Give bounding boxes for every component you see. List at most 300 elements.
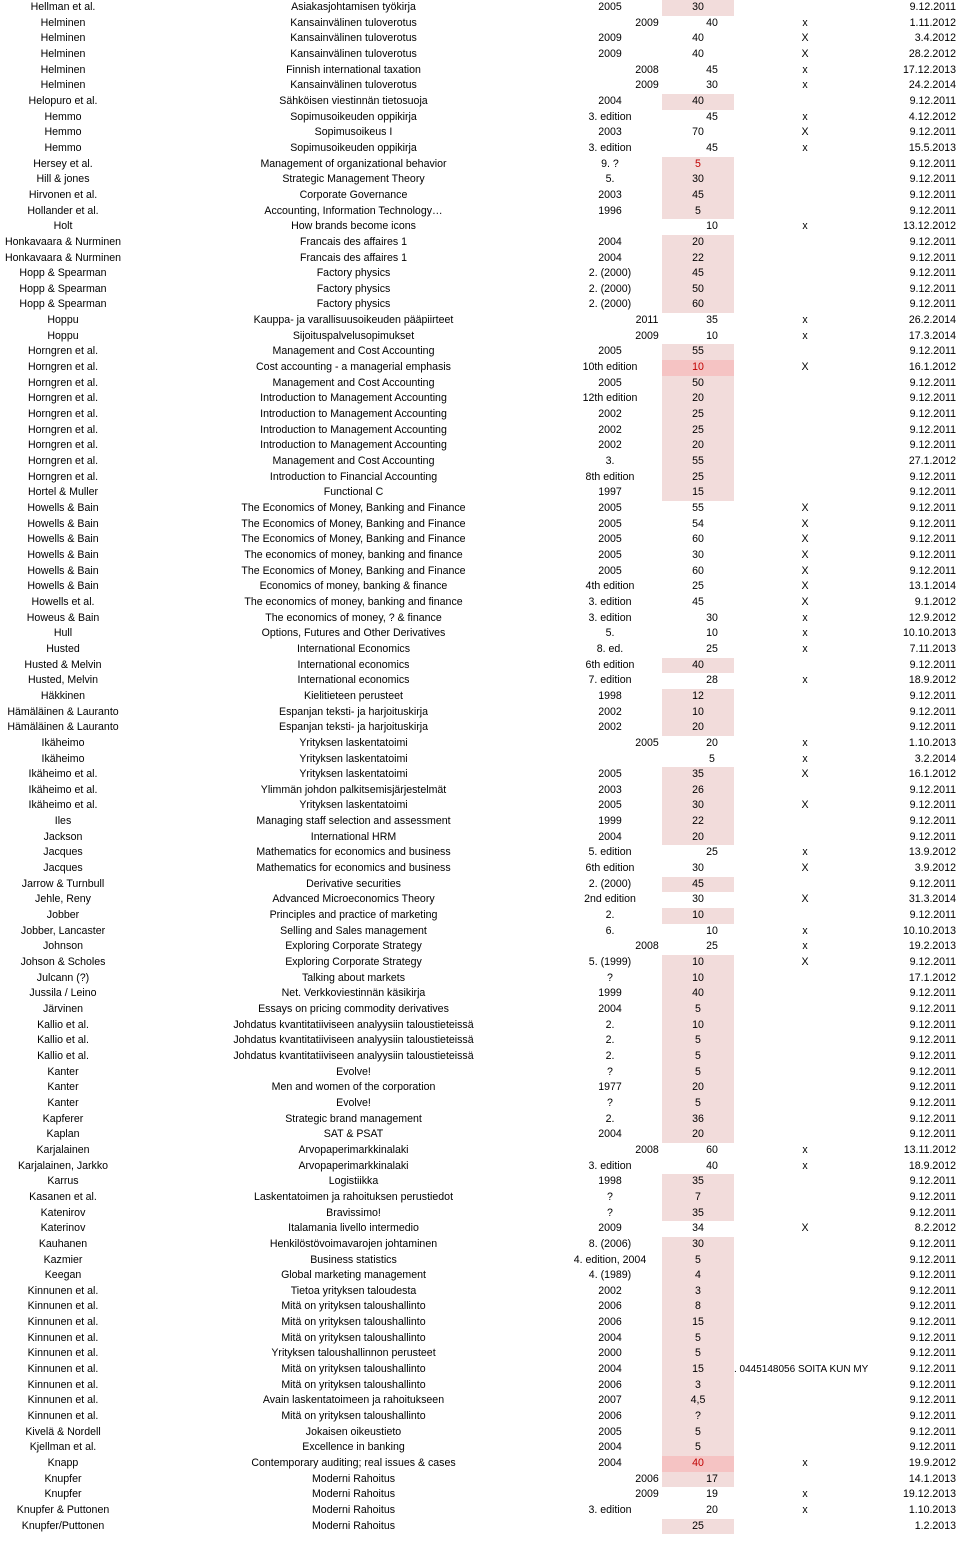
quantity-cell: 10 — [706, 924, 718, 937]
title-cell: Johdatus kvantitatiiviseen analyysiin taloustieteissä — [233, 1049, 474, 1062]
title-cell: Arvopaperimarkkinalaki — [298, 1159, 409, 1172]
title-cell: Asiakasjohtamisen työkirja — [291, 1, 416, 13]
date-cell: 9.12.2011 — [909, 1441, 956, 1454]
edition-cell: 3. edition — [588, 1504, 632, 1516]
author-cell: Hortel & Muller — [27, 486, 99, 499]
date-cell: 9.12.2011 — [909, 157, 956, 170]
edition-cell: 6. — [605, 924, 615, 937]
table-row — [0, 626, 960, 642]
table-row — [0, 1346, 960, 1362]
date-cell: 18.9.2012 — [908, 674, 956, 687]
table-row — [0, 1315, 960, 1331]
author-cell: Howells & Bain — [27, 533, 99, 546]
title-cell: Accounting, Information Technology… — [264, 204, 443, 217]
edition-cell: 2002 — [598, 408, 622, 421]
edition-cell: 3. edition — [588, 611, 632, 624]
mark-cell — [770, 1002, 840, 1018]
mark-cell: X — [801, 862, 809, 875]
mark-cell — [770, 1080, 840, 1096]
quantity-cell: 20 — [692, 830, 704, 843]
edition-cell: 1997 — [598, 486, 622, 499]
table-row — [0, 1393, 960, 1409]
title-cell: Sopimusoikeuden oppikirja — [290, 110, 417, 123]
mark-cell: x — [802, 1504, 808, 1516]
table-row — [0, 63, 960, 79]
date-cell: 13.11.2012 — [903, 1143, 956, 1156]
edition-cell: 2. — [605, 909, 615, 922]
title-cell: Johdatus kvantitatiiviseen analyysiin taloustieteissä — [233, 1018, 474, 1031]
mark-cell — [770, 1519, 840, 1535]
date-cell: 9.12.2011 — [909, 298, 956, 311]
title-cell: Management and Cost Accounting — [272, 345, 435, 358]
mark-cell: X — [801, 1222, 809, 1235]
table-row — [0, 391, 960, 407]
edition-cell: 2004 — [598, 251, 622, 264]
mark-cell: x — [802, 16, 808, 29]
title-cell: Yrityksen laskentatoimi — [299, 768, 408, 781]
table-row — [0, 266, 960, 282]
quantity-cell: 10 — [692, 971, 704, 984]
author-cell: Horngren et al. — [27, 361, 99, 374]
title-cell: Net. Verkkoviestinnän käsikirja — [281, 987, 426, 1000]
date-cell: 9.12.2011 — [909, 502, 956, 514]
mark-cell — [770, 407, 840, 423]
table-row — [0, 31, 960, 47]
quantity-cell: 10 — [692, 909, 704, 922]
mark-cell — [770, 877, 840, 893]
title-cell: The Economics of Money, Banking and Finance — [241, 533, 466, 546]
table-row — [0, 1472, 960, 1488]
quantity-cell: 12 — [692, 689, 704, 702]
mark-cell — [770, 454, 840, 470]
title-cell: Corporate Governance — [299, 188, 408, 201]
mark-cell — [770, 470, 840, 486]
title-cell: Derivative securities — [306, 877, 401, 890]
author-cell: Howells & Bain — [27, 548, 99, 561]
author-cell: Jacques — [43, 862, 83, 875]
author-cell: Kanter — [47, 1081, 79, 1094]
author-cell: Horngren et al. — [27, 408, 99, 421]
edition-cell: 3. edition — [588, 595, 632, 608]
table-row — [0, 939, 960, 955]
quantity-cell: 25 — [692, 1519, 704, 1532]
title-cell: Espanjan teksti- ja harjoituskirja — [279, 705, 428, 718]
table-row — [0, 595, 960, 611]
table-row — [0, 360, 960, 376]
date-cell: 9.12.2011 — [909, 204, 956, 217]
date-cell: 9.12.2011 — [909, 1096, 956, 1109]
date-cell: 14.1.2013 — [908, 1472, 956, 1485]
table-row — [0, 1378, 960, 1394]
date-cell: 9.12.2011 — [909, 439, 956, 452]
table-row — [0, 1237, 960, 1253]
author-cell: Hämäläinen & Lauranto — [7, 721, 119, 734]
edition-cell: ? — [607, 1206, 613, 1219]
title-cell: Ylimmän johdon palkitsemisjärjestelmät — [260, 783, 447, 796]
quantity-cell: 50 — [692, 282, 704, 295]
table-row — [0, 1331, 960, 1347]
title-cell: Selling and Sales management — [280, 924, 427, 937]
author-cell: Husted & Melvin — [24, 658, 102, 671]
author-cell: Hemmo — [44, 141, 82, 154]
author-cell: Kallio et al. — [37, 1018, 89, 1031]
quantity-cell: 30 — [706, 79, 718, 92]
date-cell: 9.12.2011 — [909, 658, 956, 671]
table-row — [0, 125, 960, 141]
date-cell: 4.12.2012 — [908, 110, 956, 123]
title-cell: Mitä on yrityksen taloushallinto — [281, 1316, 426, 1329]
quantity-cell: 5 — [695, 204, 701, 217]
edition-cell: 2. (2000) — [588, 282, 632, 295]
table-row — [0, 1018, 960, 1034]
author-cell: Kinnunen et al. — [27, 1378, 99, 1391]
date-cell: 9.12.2011 — [909, 721, 956, 734]
edition-cell: 2005 — [598, 1425, 622, 1438]
date-cell: 17.12.2013 — [902, 63, 956, 76]
author-cell: Kinnunen et al. — [27, 1347, 99, 1360]
quantity-cell: 5 — [695, 1331, 701, 1344]
mark-cell — [770, 1472, 840, 1488]
quantity-cell: 30 — [692, 799, 704, 812]
table-row — [0, 1002, 960, 1018]
mark-cell — [770, 1299, 840, 1315]
title-cell: Mitä on yrityksen taloushallinto — [281, 1331, 426, 1344]
title-cell: Sähköisen viestinnän tietosuoja — [279, 94, 428, 107]
date-cell: 9.12.2011 — [909, 1347, 956, 1360]
title-cell: Kansainvälinen tuloverotus — [290, 16, 417, 29]
author-cell: Hersey et al. — [33, 157, 93, 170]
table-row — [0, 219, 960, 235]
title-cell: Strategic Management Theory — [282, 173, 425, 186]
quantity-cell: 20 — [706, 736, 718, 749]
edition-cell: 2006 — [635, 1472, 659, 1485]
title-cell: Sijoituspalvelusopimukset — [292, 329, 415, 342]
date-cell: 9.12.2011 — [909, 1300, 956, 1313]
quantity-cell: 10 — [692, 361, 704, 374]
date-cell: 3.4.2012 — [914, 32, 956, 45]
quantity-cell: 30 — [706, 611, 718, 624]
quantity-cell: 45 — [706, 110, 718, 123]
author-cell: Kanter — [47, 1096, 79, 1109]
table-row — [0, 720, 960, 736]
author-cell: Helminen — [40, 16, 86, 29]
title-cell: International economics — [297, 658, 410, 671]
edition-cell: 2009 — [635, 16, 659, 29]
quantity-cell: 20 — [692, 439, 704, 452]
date-cell: 9.12.2011 — [909, 408, 956, 421]
table-row — [0, 1456, 960, 1472]
edition-cell: 3. edition — [588, 1159, 632, 1172]
date-cell: 8.2.2012 — [914, 1222, 956, 1235]
edition-cell: ? — [607, 1190, 613, 1203]
table-row — [0, 611, 960, 627]
quantity-cell: 25 — [692, 423, 704, 436]
edition-cell: 2009 — [598, 1222, 622, 1235]
edition-cell: 6th edition — [585, 862, 635, 875]
mark-cell: X — [801, 548, 809, 561]
edition-cell: 2004 — [598, 1003, 622, 1015]
edition-cell: 8. ed. — [596, 642, 624, 655]
author-cell: Howells & Bain — [27, 564, 99, 577]
author-cell: Helminen — [40, 63, 86, 76]
quantity-cell: 40 — [692, 47, 704, 60]
mark-cell: x — [802, 846, 808, 859]
quantity-cell: 30 — [692, 1, 704, 13]
author-cell: Jacques — [43, 846, 83, 859]
date-cell: 16.1.2012 — [908, 768, 956, 781]
mark-cell: x — [802, 220, 808, 233]
date-cell: 9.12.2011 — [909, 1, 956, 13]
edition-cell: 2006 — [598, 1300, 622, 1313]
mark-cell: X — [801, 564, 809, 577]
mark-cell — [770, 1268, 840, 1284]
mark-cell — [770, 297, 840, 313]
mark-cell — [770, 235, 840, 251]
quantity-cell: 45 — [692, 877, 704, 890]
date-cell: 13.12.2012 — [902, 220, 956, 233]
table-row — [0, 532, 960, 548]
date-cell: 9.12.2011 — [909, 1269, 956, 1282]
edition-cell: 2005 — [598, 533, 622, 546]
quantity-cell: 17 — [706, 1472, 718, 1485]
author-cell: Ikäheimo et al. — [28, 768, 98, 781]
author-cell: Horngren et al. — [27, 470, 99, 483]
mark-cell: X — [801, 533, 809, 546]
quantity-cell: 25 — [706, 642, 718, 655]
date-cell: 10.10.2013 — [902, 924, 956, 937]
author-cell: Hemmo — [44, 126, 82, 139]
title-cell: Logistiikka — [328, 1175, 379, 1188]
mark-cell: x — [802, 924, 808, 937]
date-cell: 9.12.2011 — [909, 267, 956, 280]
date-cell: 3.2.2014 — [914, 752, 956, 765]
mark-cell — [770, 485, 840, 501]
title-cell: The economics of money, banking and finance — [244, 595, 463, 608]
author-cell: Husted — [46, 642, 80, 655]
edition-cell: 5. (1999) — [588, 956, 632, 969]
table-row — [0, 204, 960, 220]
table-row — [0, 344, 960, 360]
title-cell: Sopimusoikeus I — [314, 126, 393, 139]
author-cell: Honkavaara & Nurminen — [5, 251, 121, 264]
table-row — [0, 1362, 960, 1378]
edition-cell: 2006 — [598, 1410, 622, 1423]
mark-cell: X — [801, 126, 809, 139]
author-cell: Kallio et al. — [37, 1034, 89, 1047]
table-row — [0, 1425, 960, 1441]
edition-cell: 10th edition — [582, 361, 638, 374]
quantity-cell: 20 — [706, 1504, 718, 1516]
date-cell: 9.12.2011 — [909, 533, 956, 546]
table-row — [0, 188, 960, 204]
title-cell: Economics of money, banking & finance — [259, 580, 448, 593]
edition-cell: 2004 — [598, 1128, 622, 1141]
author-cell: Howells & Bain — [27, 580, 99, 593]
date-cell: 9.12.2011 — [909, 1018, 956, 1031]
quantity-cell: 3 — [695, 1284, 701, 1297]
date-cell: 9.12.2011 — [909, 1378, 956, 1391]
title-cell: Introduction to Management Accounting — [260, 392, 447, 405]
edition-cell: 3. edition — [588, 110, 632, 123]
mark-cell: x — [802, 110, 808, 123]
author-cell: Iles — [54, 815, 72, 828]
mark-cell: X — [801, 517, 809, 530]
mark-cell — [770, 971, 840, 987]
quantity-cell: 40 — [706, 1159, 718, 1172]
table-row — [0, 986, 960, 1002]
edition-cell: 2005 — [598, 376, 622, 389]
mark-cell — [770, 1315, 840, 1331]
mark-cell — [770, 438, 840, 454]
title-cell: Introduction to Management Accounting — [260, 423, 447, 436]
table-row — [0, 1440, 960, 1456]
date-cell: 9.12.2011 — [909, 1065, 956, 1078]
author-cell: Ikäheimo et al. — [28, 799, 98, 812]
quantity-cell: 60 — [706, 1143, 718, 1156]
edition-cell: 2004 — [598, 1441, 622, 1454]
title-cell: Finnish international taxation — [286, 63, 421, 76]
mark-cell — [770, 1033, 840, 1049]
title-cell: Management of organizational behavior — [260, 157, 447, 170]
edition-cell: 3. edition — [588, 141, 632, 154]
mark-cell: x — [802, 141, 808, 154]
mark-cell — [770, 1378, 840, 1394]
quantity-cell: 60 — [692, 564, 704, 577]
quantity-cell: 5 — [695, 1003, 701, 1015]
date-cell: 9.12.2011 — [909, 987, 956, 1000]
edition-cell: 2. — [605, 1018, 615, 1031]
quantity-cell: 36 — [692, 1112, 704, 1125]
edition-cell: 2004 — [598, 1331, 622, 1344]
table-row — [0, 94, 960, 110]
edition-cell: 1999 — [598, 815, 622, 828]
edition-cell: 2. — [605, 1034, 615, 1047]
quantity-cell: 55 — [692, 345, 704, 358]
author-cell: Helminen — [40, 79, 86, 92]
quantity-cell: 15 — [692, 486, 704, 499]
date-cell: 3.9.2012 — [914, 862, 956, 875]
table-row — [0, 313, 960, 329]
mark-cell — [770, 1190, 840, 1206]
mark-cell — [770, 658, 840, 674]
edition-cell: 2005 — [598, 517, 622, 530]
table-row — [0, 470, 960, 486]
mark-cell — [770, 172, 840, 188]
date-cell: 17.3.2014 — [908, 329, 956, 342]
edition-cell: 1977 — [598, 1081, 622, 1094]
date-cell: 9.12.2011 — [909, 94, 956, 107]
quantity-cell: 22 — [692, 815, 704, 828]
quantity-cell: 25 — [692, 408, 704, 421]
quantity-cell: 7 — [695, 1190, 701, 1203]
table-row — [0, 78, 960, 94]
title-cell: Management and Cost Accounting — [272, 455, 435, 468]
author-cell: Kazmier — [43, 1253, 83, 1266]
date-cell: 17.1.2012 — [908, 971, 956, 984]
author-cell: Kinnunen et al. — [27, 1363, 99, 1376]
table-row — [0, 658, 960, 674]
quantity-cell: 40 — [692, 1457, 704, 1470]
author-cell: Hoppu — [47, 329, 79, 342]
author-cell: Honkavaara & Nurminen — [5, 235, 121, 248]
title-cell: Moderni Rahoitus — [311, 1519, 396, 1532]
date-cell: 1.10.2013 — [908, 736, 956, 749]
quantity-cell: 35 — [692, 1206, 704, 1219]
date-cell: 9.12.2011 — [909, 830, 956, 843]
table-row — [0, 1284, 960, 1300]
edition-cell: 6th edition — [585, 658, 635, 671]
edition-cell: 5. — [605, 627, 615, 640]
author-cell: Kallio et al. — [37, 1049, 89, 1062]
date-cell: 9.12.2011 — [909, 815, 956, 828]
date-cell: 1.11.2012 — [909, 16, 956, 29]
quantity-cell: 30 — [692, 893, 704, 906]
table-row — [0, 1159, 960, 1175]
table-row — [0, 830, 960, 846]
date-cell: 27.1.2012 — [908, 455, 956, 468]
title-cell: Business statistics — [310, 1253, 397, 1266]
quantity-cell: 28 — [706, 674, 718, 687]
edition-cell: 2002 — [598, 439, 622, 452]
table-row — [0, 376, 960, 392]
mark-cell: X — [801, 361, 809, 374]
mark-cell: x — [802, 1488, 808, 1501]
table-row — [0, 1096, 960, 1112]
mark-cell — [770, 814, 840, 830]
quantity-cell: 4,5 — [690, 1394, 706, 1407]
date-cell: 9.12.2011 — [909, 486, 956, 499]
table-row — [0, 1080, 960, 1096]
date-cell: 9.12.2011 — [909, 548, 956, 561]
date-cell: 9.12.2011 — [909, 1253, 956, 1266]
edition-cell: 2005 — [635, 736, 659, 749]
edition-cell: 2005 — [598, 1, 622, 13]
title-cell: Mitä on yrityksen taloushallinto — [281, 1378, 426, 1391]
quantity-cell: 8 — [695, 1300, 701, 1313]
date-cell: 19.12.2013 — [902, 1488, 956, 1501]
mark-cell — [770, 1393, 840, 1409]
date-cell: 13.9.2012 — [908, 846, 956, 859]
edition-cell: 2005 — [598, 799, 622, 812]
table-row — [0, 924, 960, 940]
author-cell: Helopuro et al. — [28, 94, 98, 107]
table-row — [0, 767, 960, 783]
date-cell: 9.12.2011 — [909, 1190, 956, 1203]
date-cell: 9.12.2011 — [909, 126, 956, 139]
table-row — [0, 877, 960, 893]
title-cell: Yrityksen laskentatoimi — [299, 799, 408, 812]
mark-cell: x — [802, 611, 808, 624]
date-cell: 9.12.2011 — [909, 956, 956, 969]
title-cell: Bravissimo! — [326, 1206, 381, 1219]
quantity-cell: 20 — [692, 1128, 704, 1141]
edition-cell: 1999 — [598, 987, 622, 1000]
quantity-cell: 70 — [692, 126, 704, 139]
author-cell: Hemmo — [44, 110, 82, 123]
mark-cell — [770, 1174, 840, 1190]
edition-cell: 2005 — [598, 564, 622, 577]
mark-cell: x — [802, 63, 808, 76]
edition-cell: ? — [607, 971, 613, 984]
table-row — [0, 407, 960, 423]
edition-cell: 2006 — [598, 1378, 622, 1391]
date-cell: 9.12.2011 — [909, 877, 956, 890]
title-cell: Options, Futures and Other Derivatives — [261, 627, 446, 640]
edition-cell: 7. edition — [588, 674, 632, 687]
edition-cell: 2009 — [635, 79, 659, 92]
author-cell: Knupfer — [44, 1488, 82, 1501]
title-cell: Kansainvälinen tuloverotus — [290, 32, 417, 45]
